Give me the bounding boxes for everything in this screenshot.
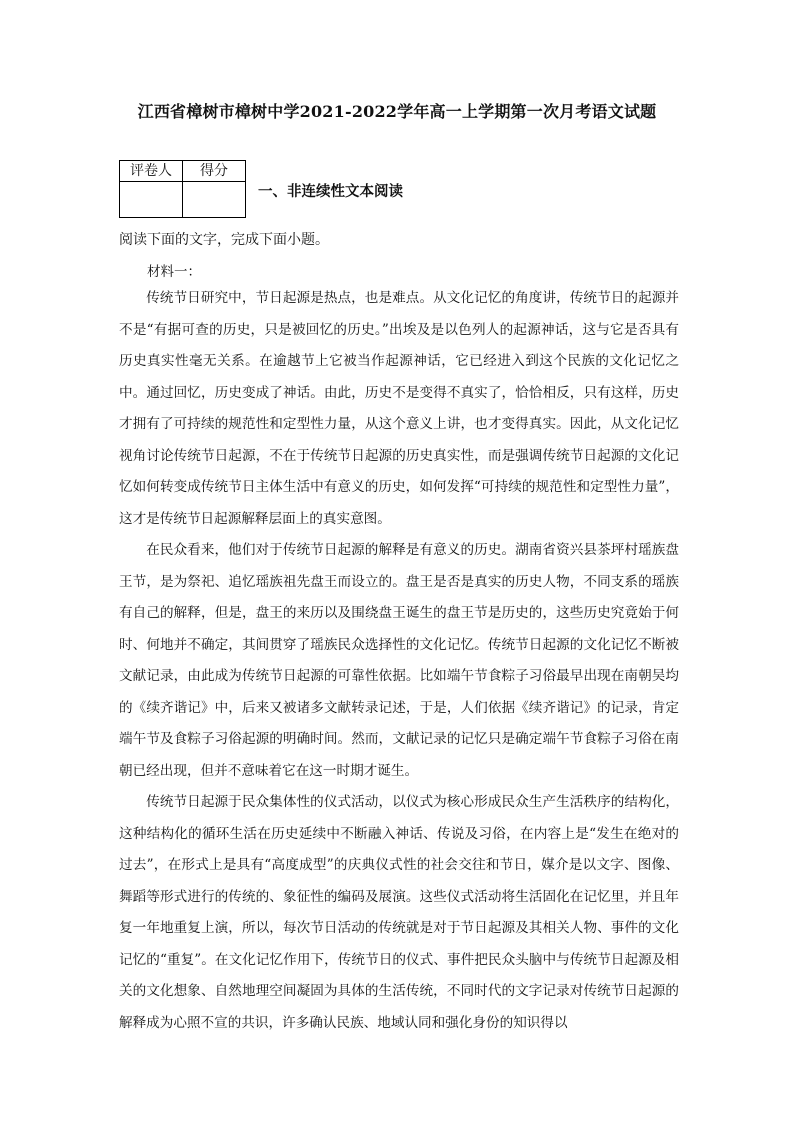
- paragraph-2: 在民众看来，他们对于传统节日起源的解释是有意义的历史。湖南省资兴县茶坪村瑶族盘王节，是为祭祀、追忆瑶族祖先盘王而设立的。盘王是否是真实的历史人物，不同支系的瑶族有自己的解释，但是，盘王的来历以及围绕盘王诞生的盘王节是历史的，这些历史究竟始于何时、何地并不确定，其间贯穿了瑶族民众选择性的文化记忆。传统节日起源的文化记忆不断被文献记录，由此成为传统节日起源的可靠性依据。比如端午节食粽子习俗最早出现在南朝吴均的《续齐谐记》中，后来又被诸多文献转录记述，于是，人们依据《续齐谐记》的记录，肯定端午节及食粽子习俗起源的明确时间。然而，文献记录的记忆只是确定端午节食粽子习俗在南朝已经出现，但并不意味着它在这一时期才诞生。: [119, 542, 679, 779]
- score-label: 得分: [183, 161, 246, 182]
- paragraph-1: 传统节日研究中，节日起源是热点，也是难点。从文化记忆的角度讲，传统节日的起源并不是“有据可查的历史，只是被回忆的历史。”出埃及是以色列人的起源神话，这与它是否具有历史真实性毫无关系。在逾越节上它被当作起源神话，它已经进入到这个民族的文化记忆之中。通过回忆，历史变成了神话。由此，历史不是变得不真实了，恰恰相反，只有这样，历史才拥有了可持续的规范性和定型性力量，从这个意义上讲，也才变得真实。因此，从文化记忆视角讨论传统节日起源，不在于传统节日起源的历史真实性，而是强调传统节日起源的文化记忆如何转变成传统节日主体生活中有意义的历史，如何发挥“可持续的规范性和定型性力量”，这才是传统节日起源解释层面上的真实意图。: [119, 290, 679, 527]
- reviewer-label: 评卷人: [120, 161, 183, 182]
- section-heading: 一、非连续性文本阅读: [258, 184, 403, 200]
- paragraph-3: 传统节日起源于民众集体性的仪式活动，以仪式为核心形成民众生产生活秩序的结构化，这种结构化的循环生活在历史延续中不断融入神话、传说及习俗，在内容上是“发生在绝对的过去”，在形式上是具有“高度成型”的庆典仪式性的社会交往和节日，媒介是以文字、图像、舞蹈等形式进行的传统的、象征性的编码及展演。这些仪式活动将生活固化在记忆里，并且年复一年地重复上演，所以，每次节日活动的传统就是对于节日起源及其相关人物、事件的文化记忆的“重复”。在文化记忆作用下，传统节日的仪式、事件把民众头脑中与传统节日起源及相关的文化想象、自然地理空间凝固为具体的生活传统，不同时代的文字记录对传统节日起源的解释成为心照不宣的共识，许多确认民族、地域认同和强化身份的知识得以: [119, 794, 679, 1031]
- reviewer-cell: [120, 182, 183, 218]
- material-body: [119, 283, 679, 1039]
- instruction-text: 阅读下面的文字，完成下面小题。: [119, 232, 329, 248]
- score-table: [119, 160, 246, 218]
- score-cell: [183, 182, 246, 218]
- page-title: 江西省樟树市樟树中学2021-2022学年高一上学期第一次月考语文试题: [137, 102, 657, 121]
- material-label: 材料一：: [147, 264, 201, 280]
